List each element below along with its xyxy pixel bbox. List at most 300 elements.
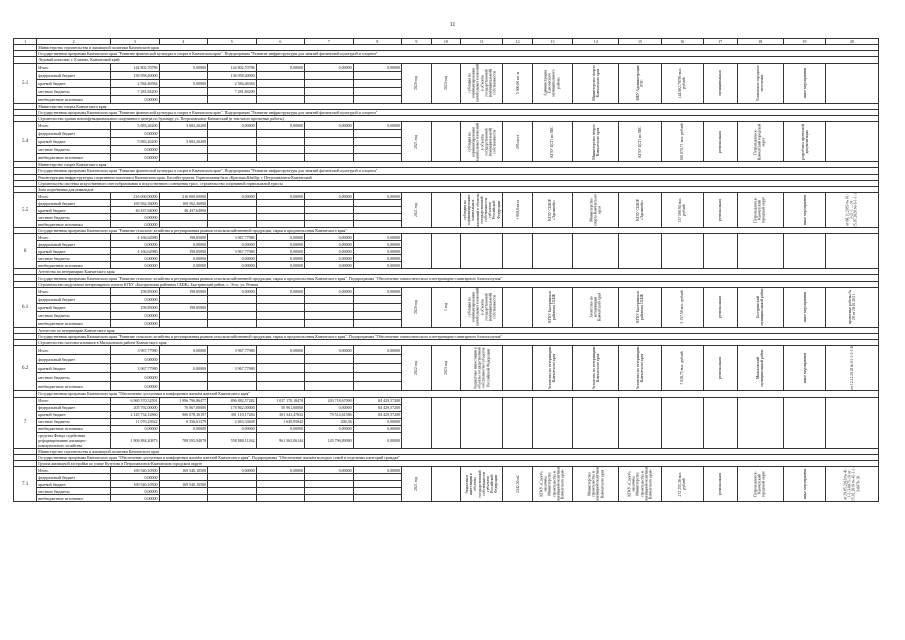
- data-row: [14, 467, 879, 474]
- attribute-text: КГАУ СШОР «Эдельвейс»: [548, 199, 557, 221]
- attribute-cell: [661, 287, 703, 327]
- amount-cell: [159, 214, 208, 221]
- section-header-text: Ледовый комплекс г. Елизово, Камчатский край: [37, 57, 879, 63]
- row-label: внебюджетные источники: [37, 382, 111, 391]
- amount-cell: 144 802,70786: [208, 63, 257, 71]
- attribute-cell: [661, 346, 703, 391]
- row-label: местные бюджеты: [37, 418, 111, 425]
- attribute-text: 2342,30 м2: [515, 475, 520, 493]
- amount-cell: [353, 221, 402, 228]
- attribute-text: Администрация Елизовского муниципального района: [544, 69, 561, 97]
- amount-cell: [159, 221, 208, 228]
- amount-cell: 0,00000: [159, 364, 208, 373]
- amount-cell: 0,00000: [111, 214, 160, 221]
- attribute-text: бюджетные инвестиции в объекты государственной собственности субъектов Российской Федерации: [464, 470, 499, 498]
- amount-cell: [305, 207, 354, 214]
- attribute-cell: [703, 234, 737, 269]
- attribute-text: Мильковский муниципальный район: [756, 349, 765, 387]
- amount-cell: 0,00000: [111, 474, 160, 481]
- attribute-cell: [703, 193, 737, 228]
- amount-cell: [208, 319, 257, 327]
- attribute-cell: [572, 122, 618, 162]
- attribute-text: от 29.05.2018 № 41-1-1-3-0075-18 от 15.01.2019 № 41-1-1-3-0076-18: [843, 467, 861, 502]
- attribute-text: 2020 год: [414, 76, 419, 90]
- attribute-cell: [431, 467, 461, 502]
- amount-cell: 76 067,00000: [159, 404, 208, 411]
- attribute-cell: [619, 397, 661, 448]
- amount-cell: 0,00000: [305, 404, 354, 411]
- amount-cell: [256, 474, 305, 481]
- attribute-text: иные мероприятия: [802, 353, 807, 384]
- amount-cell: 0,00000: [353, 432, 402, 448]
- column-number: 19: [783, 39, 825, 45]
- amount-cell: [208, 311, 257, 319]
- attribute-cell: [402, 234, 432, 269]
- amount-cell: [256, 146, 305, 154]
- attribute-cell: [826, 287, 879, 327]
- amount-cell: 0,00000: [256, 122, 305, 130]
- row-label: местные бюджеты: [37, 488, 111, 495]
- amount-cell: [353, 146, 402, 154]
- attribute-text: 295 мест: [515, 134, 520, 149]
- amount-cell: 0,00000: [111, 355, 160, 364]
- amount-cell: [305, 295, 354, 303]
- amount-cell: [256, 71, 305, 79]
- amount-cell: [256, 130, 305, 138]
- attribute-cell: [572, 346, 618, 391]
- amount-cell: 0,00000: [111, 382, 160, 391]
- row-label: Итого: [37, 467, 111, 474]
- row-label: федеральный бюджет: [37, 355, 111, 364]
- amount-cell: 0,00000: [305, 425, 354, 432]
- attribute-text: 2021 год: [414, 134, 419, 149]
- amount-cell: 0,00000: [111, 295, 160, 303]
- amount-cell: 301 341,47632: [256, 411, 305, 418]
- amount-cell: 4 166,62980: [111, 234, 160, 241]
- attribute-cell: [503, 122, 533, 162]
- amount-cell: 2 145 734,12860: [111, 411, 160, 418]
- attribute-text: 2022 год: [414, 361, 419, 376]
- item-number: 6: [14, 234, 37, 269]
- item-number: 5.5: [14, 193, 37, 228]
- amount-cell: 896 882,57282: [208, 397, 257, 404]
- amount-cell: 3 967,77980: [208, 248, 257, 255]
- column-number: 5: [208, 39, 257, 45]
- data-row: [14, 234, 879, 241]
- amount-cell: [353, 474, 402, 481]
- attribute-cell: [619, 122, 661, 162]
- amount-cell: [159, 71, 208, 79]
- amount-cell: 136 958,40000: [111, 71, 160, 79]
- amount-cell: 0,00000: [208, 255, 257, 262]
- section-header-text: Государственная программа Камчатского края "Развитие сельского хозяйства и регулирования рынков сельскохозяйственной продукции, сырья и продовольствия Камчатского края". Подпрограмма "Обеспечение эпизоотического и ветеринарно-санитарного благополучия": [37, 334, 879, 340]
- attribute-text: 144 802,70786 тыс. рублей: [677, 67, 687, 99]
- row-label: краевой бюджет: [37, 481, 111, 488]
- amount-cell: [353, 79, 402, 87]
- section-header-text: Государственная программа Камчатского края "Обеспечение доступным и комфортным жильём жителей Камчатского края". Подпрограмма "Обеспечение жильём молодых семей и отдельных категорий граждан": [37, 454, 879, 460]
- attribute-cell: [619, 234, 661, 269]
- amount-cell: [353, 488, 402, 495]
- amount-cell: 178 862,00000: [208, 404, 257, 411]
- attribute-text: 1 год: [443, 303, 448, 312]
- section-header-text: Министерство спорта Камчатского края: [37, 103, 879, 109]
- amount-cell: [159, 95, 208, 103]
- amount-cell: [305, 95, 354, 103]
- amount-cell: [256, 221, 305, 228]
- amount-cell: 0,00000: [208, 122, 257, 130]
- amount-cell: 7 281,84200: [111, 87, 160, 95]
- attribute-cell: [503, 234, 533, 269]
- amount-cell: [159, 154, 208, 162]
- attribute-text: от 08.11.2019 № 01-3-21-1 ... от 15.07.2020 № 6-1-1-1: [845, 193, 859, 228]
- attribute-cell: [661, 122, 703, 162]
- amount-cell: 0,00000: [353, 287, 402, 295]
- amount-cell: 0,00000: [353, 63, 402, 71]
- amount-cell: [305, 130, 354, 138]
- column-number: 3: [111, 39, 160, 45]
- section-header-text: Государственная программа Камчатского края "Развитие физической культуры и спорта в Камчатском крае". Подпрограмма "Развитие инфраструктуры для занятий физической культурой и спортом": [37, 109, 879, 115]
- amount-cell: [208, 200, 257, 207]
- attribute-cell: [532, 397, 572, 448]
- amount-cell: [353, 295, 402, 303]
- column-number: 10: [431, 39, 461, 45]
- row-label: внебюджетные источники: [37, 495, 111, 502]
- amount-cell: [256, 311, 305, 319]
- section-header-text: Государственная программа Камчатского края "Обеспечение доступным и комфортным жильём жителей Камчатского края": [37, 391, 879, 397]
- amount-cell: [353, 95, 402, 103]
- amount-cell: [159, 311, 208, 319]
- row-label: Итого: [37, 397, 111, 404]
- amount-cell: [305, 87, 354, 95]
- item-number: 7.1: [14, 467, 37, 502]
- attribute-text: субсидия на софинансирование капитальных вложений в объекты государственной (муниципальной) собственности: [467, 288, 497, 327]
- amount-cell: 198,85000: [159, 287, 208, 295]
- amount-cell: 0,00000: [353, 425, 402, 432]
- amount-cell: [353, 303, 402, 311]
- amount-cell: 558 880,11262: [208, 432, 257, 448]
- amount-cell: [256, 364, 305, 373]
- amount-cell: 3 967,77980: [208, 346, 257, 355]
- amount-cell: 1 037 170,18470: [256, 397, 305, 404]
- attribute-cell: [661, 63, 703, 103]
- attribute-text: 7 028,75 тыс. рублей: [680, 351, 685, 385]
- amount-cell: 0,00000: [305, 346, 354, 355]
- attribute-cell: [461, 397, 503, 448]
- amount-cell: [208, 214, 257, 221]
- attribute-text: от 12.12.2018 № 01-1-2-1/8: [849, 346, 854, 391]
- amount-cell: 46 437,64000: [111, 207, 160, 214]
- amount-cell: [353, 207, 402, 214]
- attribute-cell: [402, 63, 432, 103]
- amount-cell: 0,00000: [111, 146, 160, 154]
- amount-cell: 0,00000: [353, 241, 402, 248]
- amount-cell: [305, 373, 354, 382]
- attribute-cell: [826, 122, 879, 162]
- amount-cell: [208, 355, 257, 364]
- row-label: местные бюджеты: [37, 311, 111, 319]
- amount-cell: 0,00000: [256, 346, 305, 355]
- amount-cell: 0,00000: [159, 79, 208, 87]
- amount-cell: [256, 481, 305, 488]
- amount-cell: 2 584,46584: [111, 79, 160, 87]
- row-label: местные бюджеты: [37, 214, 111, 221]
- attribute-text: Министерство спорта Камчатского края: [591, 124, 600, 160]
- amount-cell: [208, 382, 257, 391]
- attribute-cell: [661, 234, 703, 269]
- section-header-text: Зона подъёмника для инвалидов: [37, 186, 879, 192]
- amount-cell: [159, 295, 208, 303]
- attribute-cell: [572, 397, 618, 448]
- amount-cell: [353, 373, 402, 382]
- amount-cell: [305, 138, 354, 146]
- attribute-text: 106 070,71 тыс. рублей: [680, 123, 685, 161]
- column-number: 8: [353, 39, 402, 45]
- attribute-text: региональная: [718, 473, 723, 496]
- amount-cell: [305, 200, 354, 207]
- attribute-cell: [431, 346, 461, 391]
- attribute-text: бюджетные инвестиции в объекты государственной собственности субъектов Российской Федерации: [473, 347, 490, 390]
- item-number: 7: [14, 397, 37, 448]
- column-number: 12: [503, 39, 533, 45]
- data-row: [14, 122, 879, 130]
- amount-cell: 5 683,26200: [111, 138, 160, 146]
- amount-cell: 3 683,26200: [159, 122, 208, 130]
- amount-cell: 0,00000: [111, 95, 160, 103]
- amount-cell: [208, 95, 257, 103]
- amount-cell: [305, 355, 354, 364]
- amount-cell: [208, 130, 257, 138]
- attribute-cell: [431, 234, 461, 269]
- data-row: [14, 287, 879, 295]
- amount-cell: 0,00000: [159, 63, 208, 71]
- amount-cell: [305, 364, 354, 373]
- amount-cell: [208, 146, 257, 154]
- amount-cell: 0,00000: [208, 241, 257, 248]
- amount-cell: [208, 488, 257, 495]
- amount-cell: [305, 146, 354, 154]
- row-label: Итого: [37, 346, 111, 355]
- amount-cell: 84 429,57200: [353, 397, 402, 404]
- amount-cell: 198,85000: [111, 303, 160, 311]
- amount-cell: 0,00000: [208, 425, 257, 432]
- amount-cell: 1 996 796,86477: [159, 397, 208, 404]
- section-header-text: Министерство строительства и жилищной политики Камчатского края: [37, 448, 879, 454]
- attribute-cell: [461, 467, 503, 502]
- attribute-cell: [572, 63, 618, 103]
- amount-cell: 0,00000: [353, 122, 402, 130]
- amount-cell: 0,00000: [305, 262, 354, 269]
- amount-cell: 198,85000: [159, 234, 208, 241]
- amount-cell: 1 806 884,20873: [111, 432, 160, 448]
- row-label: местные бюджеты: [37, 146, 111, 154]
- attribute-cell: [783, 63, 825, 103]
- attribute-cell: [532, 193, 572, 228]
- amount-cell: 169 562,36000: [159, 200, 208, 207]
- attribute-cell: [783, 234, 825, 269]
- amount-cell: [353, 355, 402, 364]
- amount-cell: [353, 319, 402, 327]
- attribute-text: региональная: [718, 130, 723, 153]
- attribute-cell: [703, 287, 737, 327]
- attribute-cell: [826, 63, 879, 103]
- row-label: Итого: [37, 63, 111, 71]
- item-number: 6.2: [14, 346, 37, 391]
- amount-cell: [208, 207, 257, 214]
- amount-cell: 3 967,77980: [208, 364, 257, 373]
- amount-cell: 0,00000: [111, 241, 160, 248]
- amount-cell: [159, 319, 208, 327]
- amount-cell: [208, 295, 257, 303]
- row-label: внебюджетные источники: [37, 262, 111, 269]
- amount-cell: 0,00000: [256, 193, 305, 200]
- attribute-text: субсидия на софинансирование капитальных вложений в объекты государственной (муниципальной) собственности: [467, 64, 497, 102]
- amount-cell: 1 649,95842: [256, 418, 305, 425]
- row-label: федеральный бюджет: [37, 404, 111, 411]
- data-row: [14, 63, 879, 71]
- amount-cell: [256, 495, 305, 502]
- attribute-cell: [783, 397, 825, 448]
- attribute-cell: [461, 287, 503, 327]
- amount-cell: 906 078,36197: [159, 411, 208, 418]
- row-label: средства Фонда содействия реформированию жилищно-коммунального хозяйства: [37, 432, 111, 448]
- amount-cell: [353, 495, 402, 502]
- attribute-cell: [431, 193, 461, 228]
- attribute-text: Быстринский муниципальный район: [756, 288, 765, 326]
- attribute-cell: [737, 346, 783, 391]
- row-label: краевой бюджет: [37, 364, 111, 373]
- attribute-cell: [783, 287, 825, 327]
- attribute-cell: [402, 287, 432, 327]
- amount-cell: 0,00000: [353, 262, 402, 269]
- amount-cell: [208, 373, 257, 382]
- amount-cell: 0,00000: [159, 255, 208, 262]
- amount-cell: 3 967,77980: [208, 234, 257, 241]
- amount-cell: 198,85000: [159, 303, 208, 311]
- amount-cell: 0,00000: [353, 418, 402, 425]
- amount-cell: 4 166,62980: [111, 248, 160, 255]
- attribute-cell: [431, 63, 461, 103]
- attribute-text: Петропавловск-Камчатский городской округ: [753, 471, 767, 498]
- amount-cell: 0,00000: [353, 346, 402, 355]
- column-number: 9: [402, 39, 432, 45]
- attribute-text: КГАУ ЦСП по ЗВС: [637, 126, 642, 158]
- amount-cell: [159, 474, 208, 481]
- amount-cell: 0,00000: [305, 255, 354, 262]
- attribute-text: КГКУ «Служба заказчика Министерства строительства и жилищной политики Камчатского края»: [627, 467, 653, 502]
- attribute-cell: [826, 346, 879, 391]
- amount-cell: 0,00000: [353, 255, 402, 262]
- column-number: 7: [305, 39, 354, 45]
- attribute-cell: [737, 287, 783, 327]
- amount-cell: [256, 373, 305, 382]
- section-header-text: Агентство по ветеринарии Камчатского края: [37, 327, 879, 333]
- attribute-cell: [826, 397, 879, 448]
- amount-cell: [305, 319, 354, 327]
- amount-cell: 205 792,00000: [111, 404, 160, 411]
- amount-cell: 169 540,10500: [111, 481, 160, 488]
- column-number: 4: [159, 39, 208, 45]
- amount-cell: 391 110,17284: [208, 411, 257, 418]
- attribute-cell: [402, 346, 432, 391]
- amount-cell: [256, 382, 305, 391]
- attribute-cell: [461, 63, 503, 103]
- amount-cell: 2 663,33648: [208, 418, 257, 425]
- section-header-text: Строительство системы искусственного снегообразования и искусственного освещения трасс, строительство спортивной горнолыжной трассы: [37, 180, 879, 186]
- amount-cell: 0,00000: [256, 287, 305, 295]
- column-number: 11: [461, 39, 503, 45]
- item-number: 6.1: [14, 287, 37, 327]
- attribute-cell: [461, 122, 503, 162]
- attribute-cell: [783, 122, 825, 162]
- amount-cell: [353, 87, 402, 95]
- amount-cell: [353, 71, 402, 79]
- amount-cell: 0,00000: [305, 467, 354, 474]
- amount-cell: [208, 474, 257, 481]
- amount-cell: [159, 373, 208, 382]
- attribute-text: Агентство по ветеринарии Камчатского края: [589, 293, 602, 322]
- column-number: 6: [256, 39, 305, 45]
- attribute-cell: [461, 234, 503, 269]
- amount-cell: 0,00000: [353, 467, 402, 474]
- amount-cell: [305, 79, 354, 87]
- attribute-cell: [737, 193, 783, 228]
- amount-cell: [256, 95, 305, 103]
- attribute-text: 272 255,38 тыс. рублей: [677, 471, 687, 497]
- row-label: Итого: [37, 122, 111, 130]
- amount-cell: [305, 154, 354, 162]
- row-label: Итого: [37, 287, 111, 295]
- section-header-text: Агентство по ветеринарии Камчатского края: [37, 269, 879, 275]
- data-row: [14, 346, 879, 355]
- attribute-text: КГАУ СШОР «Эдельвейс»: [635, 199, 644, 221]
- amount-cell: [256, 214, 305, 221]
- amount-cell: [256, 303, 305, 311]
- amount-cell: 0,00000: [111, 425, 160, 432]
- amount-cell: 5 683,26200: [111, 122, 160, 130]
- attribute-cell: [503, 397, 533, 448]
- amount-cell: 0,00000: [111, 255, 160, 262]
- attribute-cell: [402, 467, 432, 502]
- amount-cell: 0,00000: [111, 319, 160, 327]
- column-number: 2: [37, 39, 111, 45]
- attribute-cell: [431, 287, 461, 327]
- row-label: федеральный бюджет: [37, 474, 111, 481]
- amount-cell: 0,00000: [111, 262, 160, 269]
- attribute-cell: [619, 193, 661, 228]
- attribute-cell: [661, 467, 703, 502]
- section-header-text: Государственная программа Камчатского края "Развитие физической культуры и спорта в Камчатском крае". Подпрограмма "Развитие инфраструктуры для занятий физической культурой и спортом": [37, 51, 879, 57]
- attribute-cell: [532, 287, 572, 327]
- amount-cell: 46 437,64000: [159, 207, 208, 214]
- row-label: краевой бюджет: [37, 79, 111, 87]
- attribute-cell: [703, 63, 737, 103]
- amount-cell: 0,00000: [256, 255, 305, 262]
- row-label: внебюджетные источники: [37, 221, 111, 228]
- attribute-text: КГБУ Быстринская районная СББЖ: [635, 291, 644, 324]
- attribute-text: Агентство по ветеринарии Камчатского края: [548, 346, 557, 390]
- attribute-text: КГАУ ЦСП по ЗВС: [550, 126, 555, 158]
- attribute-cell: [703, 397, 737, 448]
- attribute-text: иные мероприятия: [802, 194, 807, 226]
- attribute-text: субсидия на софинансирование капитальных вложений в объекты государственной собственности субъектов Российской Федерации: [462, 193, 501, 227]
- section-header-text: Строительство модульного ветеринарного пункта КГБУ «Быстринская районная СББЖ» Быстринский район, с. Эссо, ул. Речная: [37, 281, 879, 287]
- amount-cell: [256, 207, 305, 214]
- amount-cell: 6 960 570,52591: [111, 397, 160, 404]
- attribute-cell: [532, 234, 572, 269]
- attribute-text: Агентство по ветеринарии Камчатского края: [591, 346, 600, 390]
- amount-cell: 6 356,61379: [159, 418, 208, 425]
- amount-cell: 0,00000: [159, 262, 208, 269]
